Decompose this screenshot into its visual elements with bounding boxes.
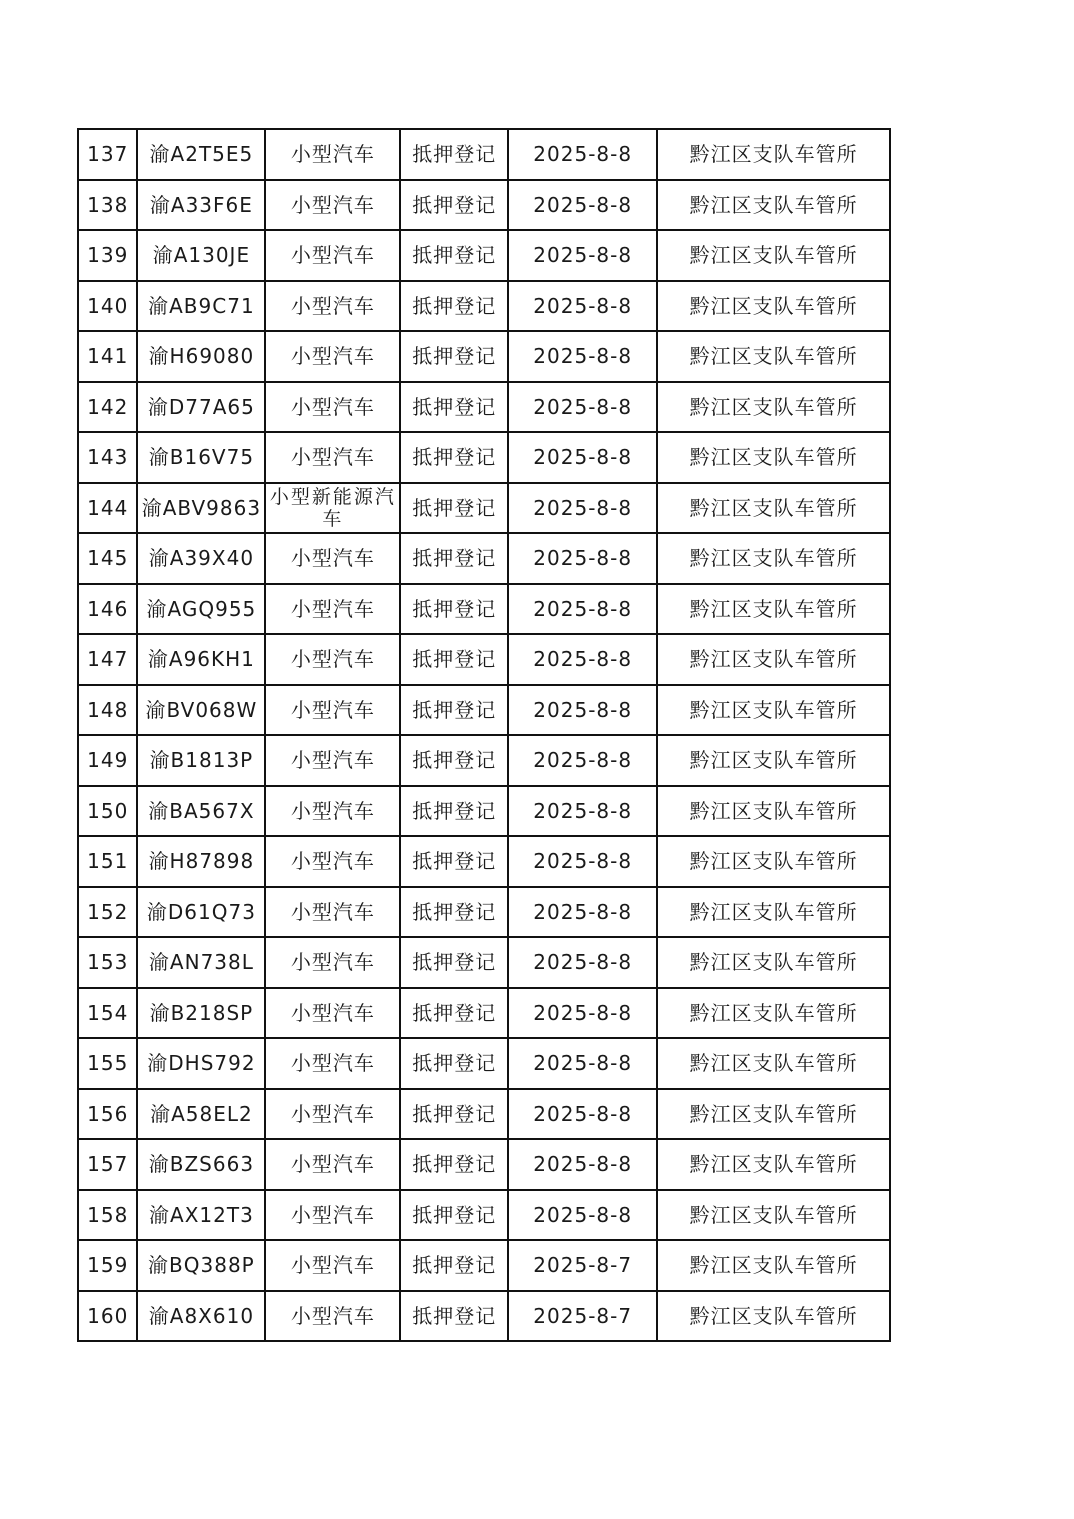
plate-number-cell: 渝A2T5E5 bbox=[137, 129, 265, 180]
plate-number-cell: 渝H87898 bbox=[137, 836, 265, 887]
plate-number-cell: 渝D61Q73 bbox=[137, 887, 265, 938]
row-number-cell: 137 bbox=[78, 129, 137, 180]
row-number-cell: 145 bbox=[78, 533, 137, 584]
vehicle-type-cell: 小型汽车 bbox=[265, 432, 400, 483]
date-cell: 2025-8-8 bbox=[508, 1038, 657, 1089]
row-number-cell: 160 bbox=[78, 1291, 137, 1342]
office-cell: 黔江区支队车管所 bbox=[657, 1190, 890, 1241]
business-type-cell: 抵押登记 bbox=[400, 988, 508, 1039]
office-cell: 黔江区支队车管所 bbox=[657, 887, 890, 938]
date-cell: 2025-8-7 bbox=[508, 1291, 657, 1342]
table-row bbox=[78, 1291, 890, 1342]
table-row bbox=[78, 937, 890, 988]
table-row bbox=[78, 836, 890, 887]
business-type-cell: 抵押登记 bbox=[400, 1190, 508, 1241]
office-cell: 黔江区支队车管所 bbox=[657, 432, 890, 483]
vehicle-type-cell: 小型汽车 bbox=[265, 382, 400, 433]
row-number-cell: 138 bbox=[78, 180, 137, 231]
row-number-cell: 140 bbox=[78, 281, 137, 332]
date-cell: 2025-8-8 bbox=[508, 937, 657, 988]
business-type-cell: 抵押登记 bbox=[400, 836, 508, 887]
office-cell: 黔江区支队车管所 bbox=[657, 1038, 890, 1089]
vehicle-type-cell: 小型汽车 bbox=[265, 1190, 400, 1241]
plate-number-cell: 渝AB9C71 bbox=[137, 281, 265, 332]
date-cell: 2025-8-8 bbox=[508, 786, 657, 837]
registration-table-body bbox=[78, 129, 890, 1341]
plate-number-cell: 渝A8X610 bbox=[137, 1291, 265, 1342]
office-cell: 黔江区支队车管所 bbox=[657, 584, 890, 635]
office-cell: 黔江区支队车管所 bbox=[657, 483, 890, 534]
plate-number-cell: 渝H69080 bbox=[137, 331, 265, 382]
row-number-cell: 149 bbox=[78, 735, 137, 786]
plate-number-cell: 渝A130JE bbox=[137, 230, 265, 281]
vehicle-type-cell: 小型汽车 bbox=[265, 937, 400, 988]
date-cell: 2025-8-8 bbox=[508, 281, 657, 332]
vehicle-type-cell: 小型新能源汽车 bbox=[265, 483, 400, 534]
plate-number-cell: 渝BV068W bbox=[137, 685, 265, 736]
business-type-cell: 抵押登记 bbox=[400, 1139, 508, 1190]
vehicle-type-cell: 小型汽车 bbox=[265, 988, 400, 1039]
table-row bbox=[78, 129, 890, 180]
registration-table bbox=[77, 128, 891, 1342]
table-row bbox=[78, 483, 890, 534]
office-cell: 黔江区支队车管所 bbox=[657, 937, 890, 988]
row-number-cell: 142 bbox=[78, 382, 137, 433]
business-type-cell: 抵押登记 bbox=[400, 1291, 508, 1342]
row-number-cell: 151 bbox=[78, 836, 137, 887]
vehicle-type-cell: 小型汽车 bbox=[265, 1038, 400, 1089]
business-type-cell: 抵押登记 bbox=[400, 331, 508, 382]
vehicle-type-cell: 小型汽车 bbox=[265, 836, 400, 887]
vehicle-type-cell: 小型汽车 bbox=[265, 1139, 400, 1190]
business-type-cell: 抵押登记 bbox=[400, 533, 508, 584]
table-row bbox=[78, 382, 890, 433]
table-row bbox=[78, 281, 890, 332]
vehicle-type-cell: 小型汽车 bbox=[265, 887, 400, 938]
office-cell: 黔江区支队车管所 bbox=[657, 1240, 890, 1291]
row-number-cell: 153 bbox=[78, 937, 137, 988]
business-type-cell: 抵押登记 bbox=[400, 584, 508, 635]
office-cell: 黔江区支队车管所 bbox=[657, 382, 890, 433]
plate-number-cell: 渝A58EL2 bbox=[137, 1089, 265, 1140]
table-row bbox=[78, 988, 890, 1039]
business-type-cell: 抵押登记 bbox=[400, 129, 508, 180]
row-number-cell: 139 bbox=[78, 230, 137, 281]
date-cell: 2025-8-8 bbox=[508, 129, 657, 180]
plate-number-cell: 渝B16V75 bbox=[137, 432, 265, 483]
row-number-cell: 148 bbox=[78, 685, 137, 736]
plate-number-cell: 渝BA567X bbox=[137, 786, 265, 837]
table-row bbox=[78, 1240, 890, 1291]
table-row bbox=[78, 331, 890, 382]
date-cell: 2025-8-8 bbox=[508, 331, 657, 382]
vehicle-type-cell: 小型汽车 bbox=[265, 533, 400, 584]
plate-number-cell: 渝A96KH1 bbox=[137, 634, 265, 685]
row-number-cell: 146 bbox=[78, 584, 137, 635]
table-row bbox=[78, 634, 890, 685]
office-cell: 黔江区支队车管所 bbox=[657, 129, 890, 180]
business-type-cell: 抵押登记 bbox=[400, 382, 508, 433]
business-type-cell: 抵押登记 bbox=[400, 937, 508, 988]
vehicle-type-cell: 小型汽车 bbox=[265, 1089, 400, 1140]
row-number-cell: 158 bbox=[78, 1190, 137, 1241]
business-type-cell: 抵押登记 bbox=[400, 634, 508, 685]
table-row bbox=[78, 584, 890, 635]
date-cell: 2025-8-8 bbox=[508, 382, 657, 433]
business-type-cell: 抵押登记 bbox=[400, 735, 508, 786]
vehicle-type-cell: 小型汽车 bbox=[265, 735, 400, 786]
date-cell: 2025-8-8 bbox=[508, 988, 657, 1039]
table-row bbox=[78, 432, 890, 483]
business-type-cell: 抵押登记 bbox=[400, 281, 508, 332]
business-type-cell: 抵押登记 bbox=[400, 1089, 508, 1140]
business-type-cell: 抵押登记 bbox=[400, 432, 508, 483]
table-row bbox=[78, 735, 890, 786]
row-number-cell: 143 bbox=[78, 432, 137, 483]
date-cell: 2025-8-8 bbox=[508, 1139, 657, 1190]
date-cell: 2025-8-8 bbox=[508, 887, 657, 938]
office-cell: 黔江区支队车管所 bbox=[657, 533, 890, 584]
plate-number-cell: 渝B218SP bbox=[137, 988, 265, 1039]
vehicle-type-cell: 小型汽车 bbox=[265, 1240, 400, 1291]
row-number-cell: 157 bbox=[78, 1139, 137, 1190]
plate-number-cell: 渝BZS663 bbox=[137, 1139, 265, 1190]
date-cell: 2025-8-8 bbox=[508, 483, 657, 534]
business-type-cell: 抵押登记 bbox=[400, 685, 508, 736]
date-cell: 2025-8-8 bbox=[508, 533, 657, 584]
row-number-cell: 150 bbox=[78, 786, 137, 837]
plate-number-cell: 渝BQ388P bbox=[137, 1240, 265, 1291]
plate-number-cell: 渝B1813P bbox=[137, 735, 265, 786]
business-type-cell: 抵押登记 bbox=[400, 230, 508, 281]
row-number-cell: 144 bbox=[78, 483, 137, 534]
table-row bbox=[78, 230, 890, 281]
office-cell: 黔江区支队车管所 bbox=[657, 836, 890, 887]
office-cell: 黔江区支队车管所 bbox=[657, 1291, 890, 1342]
office-cell: 黔江区支队车管所 bbox=[657, 735, 890, 786]
office-cell: 黔江区支队车管所 bbox=[657, 180, 890, 231]
date-cell: 2025-8-8 bbox=[508, 1190, 657, 1241]
business-type-cell: 抵押登记 bbox=[400, 786, 508, 837]
date-cell: 2025-8-8 bbox=[508, 1089, 657, 1140]
office-cell: 黔江区支队车管所 bbox=[657, 281, 890, 332]
table-row bbox=[78, 1089, 890, 1140]
date-cell: 2025-8-8 bbox=[508, 230, 657, 281]
table-row bbox=[78, 1038, 890, 1089]
vehicle-type-cell: 小型汽车 bbox=[265, 180, 400, 231]
office-cell: 黔江区支队车管所 bbox=[657, 786, 890, 837]
plate-number-cell: 渝ABV9863 bbox=[137, 483, 265, 534]
office-cell: 黔江区支队车管所 bbox=[657, 230, 890, 281]
vehicle-type-cell: 小型汽车 bbox=[265, 584, 400, 635]
row-number-cell: 141 bbox=[78, 331, 137, 382]
vehicle-type-cell: 小型汽车 bbox=[265, 634, 400, 685]
vehicle-type-cell: 小型汽车 bbox=[265, 129, 400, 180]
plate-number-cell: 渝A39X40 bbox=[137, 533, 265, 584]
office-cell: 黔江区支队车管所 bbox=[657, 685, 890, 736]
table-row bbox=[78, 533, 890, 584]
date-cell: 2025-8-8 bbox=[508, 432, 657, 483]
vehicle-type-cell: 小型汽车 bbox=[265, 230, 400, 281]
table-row bbox=[78, 180, 890, 231]
date-cell: 2025-8-8 bbox=[508, 180, 657, 231]
plate-number-cell: 渝D77A65 bbox=[137, 382, 265, 433]
business-type-cell: 抵押登记 bbox=[400, 1240, 508, 1291]
vehicle-type-cell: 小型汽车 bbox=[265, 281, 400, 332]
vehicle-type-cell: 小型汽车 bbox=[265, 331, 400, 382]
office-cell: 黔江区支队车管所 bbox=[657, 634, 890, 685]
date-cell: 2025-8-8 bbox=[508, 735, 657, 786]
date-cell: 2025-8-8 bbox=[508, 634, 657, 685]
office-cell: 黔江区支队车管所 bbox=[657, 1139, 890, 1190]
vehicle-type-cell: 小型汽车 bbox=[265, 685, 400, 736]
vehicle-type-cell: 小型汽车 bbox=[265, 1291, 400, 1342]
business-type-cell: 抵押登记 bbox=[400, 887, 508, 938]
plate-number-cell: 渝A33F6E bbox=[137, 180, 265, 231]
plate-number-cell: 渝AGQ955 bbox=[137, 584, 265, 635]
business-type-cell: 抵押登记 bbox=[400, 1038, 508, 1089]
office-cell: 黔江区支队车管所 bbox=[657, 1089, 890, 1140]
table-row bbox=[78, 887, 890, 938]
row-number-cell: 152 bbox=[78, 887, 137, 938]
date-cell: 2025-8-8 bbox=[508, 836, 657, 887]
row-number-cell: 154 bbox=[78, 988, 137, 1039]
table-row bbox=[78, 1139, 890, 1190]
table-row bbox=[78, 1190, 890, 1241]
vehicle-type-cell: 小型汽车 bbox=[265, 786, 400, 837]
row-number-cell: 155 bbox=[78, 1038, 137, 1089]
table-row bbox=[78, 786, 890, 837]
plate-number-cell: 渝DHS792 bbox=[137, 1038, 265, 1089]
date-cell: 2025-8-8 bbox=[508, 685, 657, 736]
plate-number-cell: 渝AN738L bbox=[137, 937, 265, 988]
row-number-cell: 147 bbox=[78, 634, 137, 685]
plate-number-cell: 渝AX12T3 bbox=[137, 1190, 265, 1241]
business-type-cell: 抵押登记 bbox=[400, 180, 508, 231]
business-type-cell: 抵押登记 bbox=[400, 483, 508, 534]
office-cell: 黔江区支队车管所 bbox=[657, 988, 890, 1039]
date-cell: 2025-8-7 bbox=[508, 1240, 657, 1291]
office-cell: 黔江区支队车管所 bbox=[657, 331, 890, 382]
row-number-cell: 156 bbox=[78, 1089, 137, 1140]
row-number-cell: 159 bbox=[78, 1240, 137, 1291]
table-row bbox=[78, 685, 890, 736]
date-cell: 2025-8-8 bbox=[508, 584, 657, 635]
